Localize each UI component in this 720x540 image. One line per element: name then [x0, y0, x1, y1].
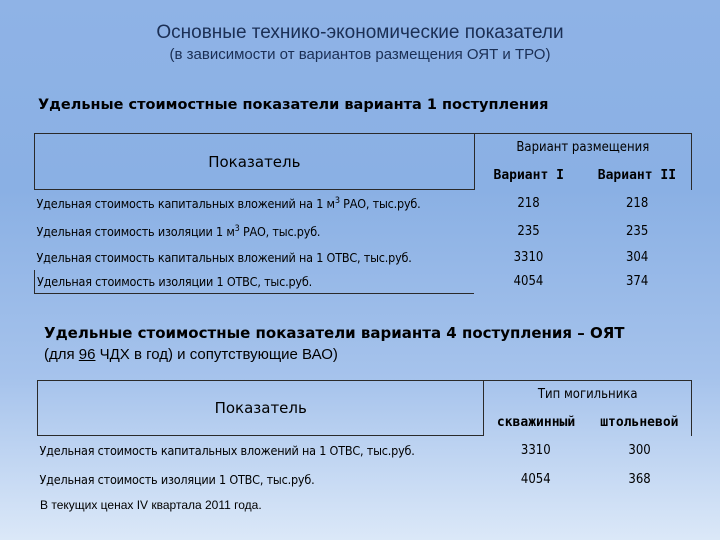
page-subtitle: (в зависимости от вариантов размещения ОЯТ и ТРО) [169, 46, 551, 63]
cell-value: 3310 [520, 442, 551, 458]
cell-value: 3310 [513, 250, 544, 265]
cell-value: 218 [517, 196, 540, 211]
col-header-variant-2: Вариант II [583, 162, 692, 190]
table-row [38, 465, 692, 494]
group-header: Вариант размещения [474, 134, 691, 162]
page-title: Основные технико-экономические показатели [156, 22, 564, 43]
col-header-adit: штольневой [588, 409, 692, 436]
section1-heading: Удельные стоимостные показатели варианта 1 поступления [38, 97, 549, 113]
table-row [35, 190, 692, 218]
group-header: Тип могильника [484, 381, 692, 409]
col-header-borehole: скважинный [484, 409, 588, 436]
row-label: Удельная стоимость капитальных вложений на 1 ОТВС, тыс.руб. [36, 250, 412, 265]
section2-subheading: (для 96 ЧДХ в год) и сопутствующие ВАО) [44, 346, 338, 363]
param-header [38, 381, 484, 436]
section2-table [37, 380, 692, 494]
cell-value: 374 [625, 274, 649, 289]
section1-table [34, 133, 692, 294]
row-label: Удельная стоимость изоляции 1 ОТВС, тыс.руб. [39, 471, 315, 487]
cell-value: 304 [625, 250, 649, 265]
row-label: Удельная стоимость капитальных вложений на 1 $м^3$ РАО, тыс.руб. [35, 190, 475, 218]
cell-value: 368 [628, 471, 651, 487]
cell-value: 4054 [513, 274, 544, 289]
cell-value: 300 [628, 442, 651, 458]
param-header-text: Показатель [208, 152, 301, 171]
table-row [35, 218, 692, 246]
cell-value: 235 [625, 224, 649, 239]
table-row [35, 246, 692, 270]
table-row [35, 270, 692, 294]
row-label: Удельная стоимость капитальных вложений на 1 ОТВС, тыс.руб. [38, 436, 484, 465]
section2-heading: Удельные стоимостные показатели варианта 4 поступления – ОЯТ [44, 324, 625, 342]
cell-value: 4054 [520, 471, 551, 487]
cell-value: 218 [625, 196, 649, 211]
param-header [35, 134, 475, 190]
col-header-variant-1: Вариант I [474, 162, 583, 190]
table-row [38, 436, 692, 465]
cell-value: 235 [517, 224, 540, 239]
param-header-text: Показатель [214, 399, 307, 417]
row-label: Удельная стоимость изоляции 1 ОТВС, тыс.руб. [35, 270, 475, 294]
row-label: Удельная стоимость изоляции 1 $м^3$ РАО, тыс.руб. [36, 223, 321, 239]
footnote: В текущих ценах IV квартала 2011 года. [40, 498, 262, 512]
